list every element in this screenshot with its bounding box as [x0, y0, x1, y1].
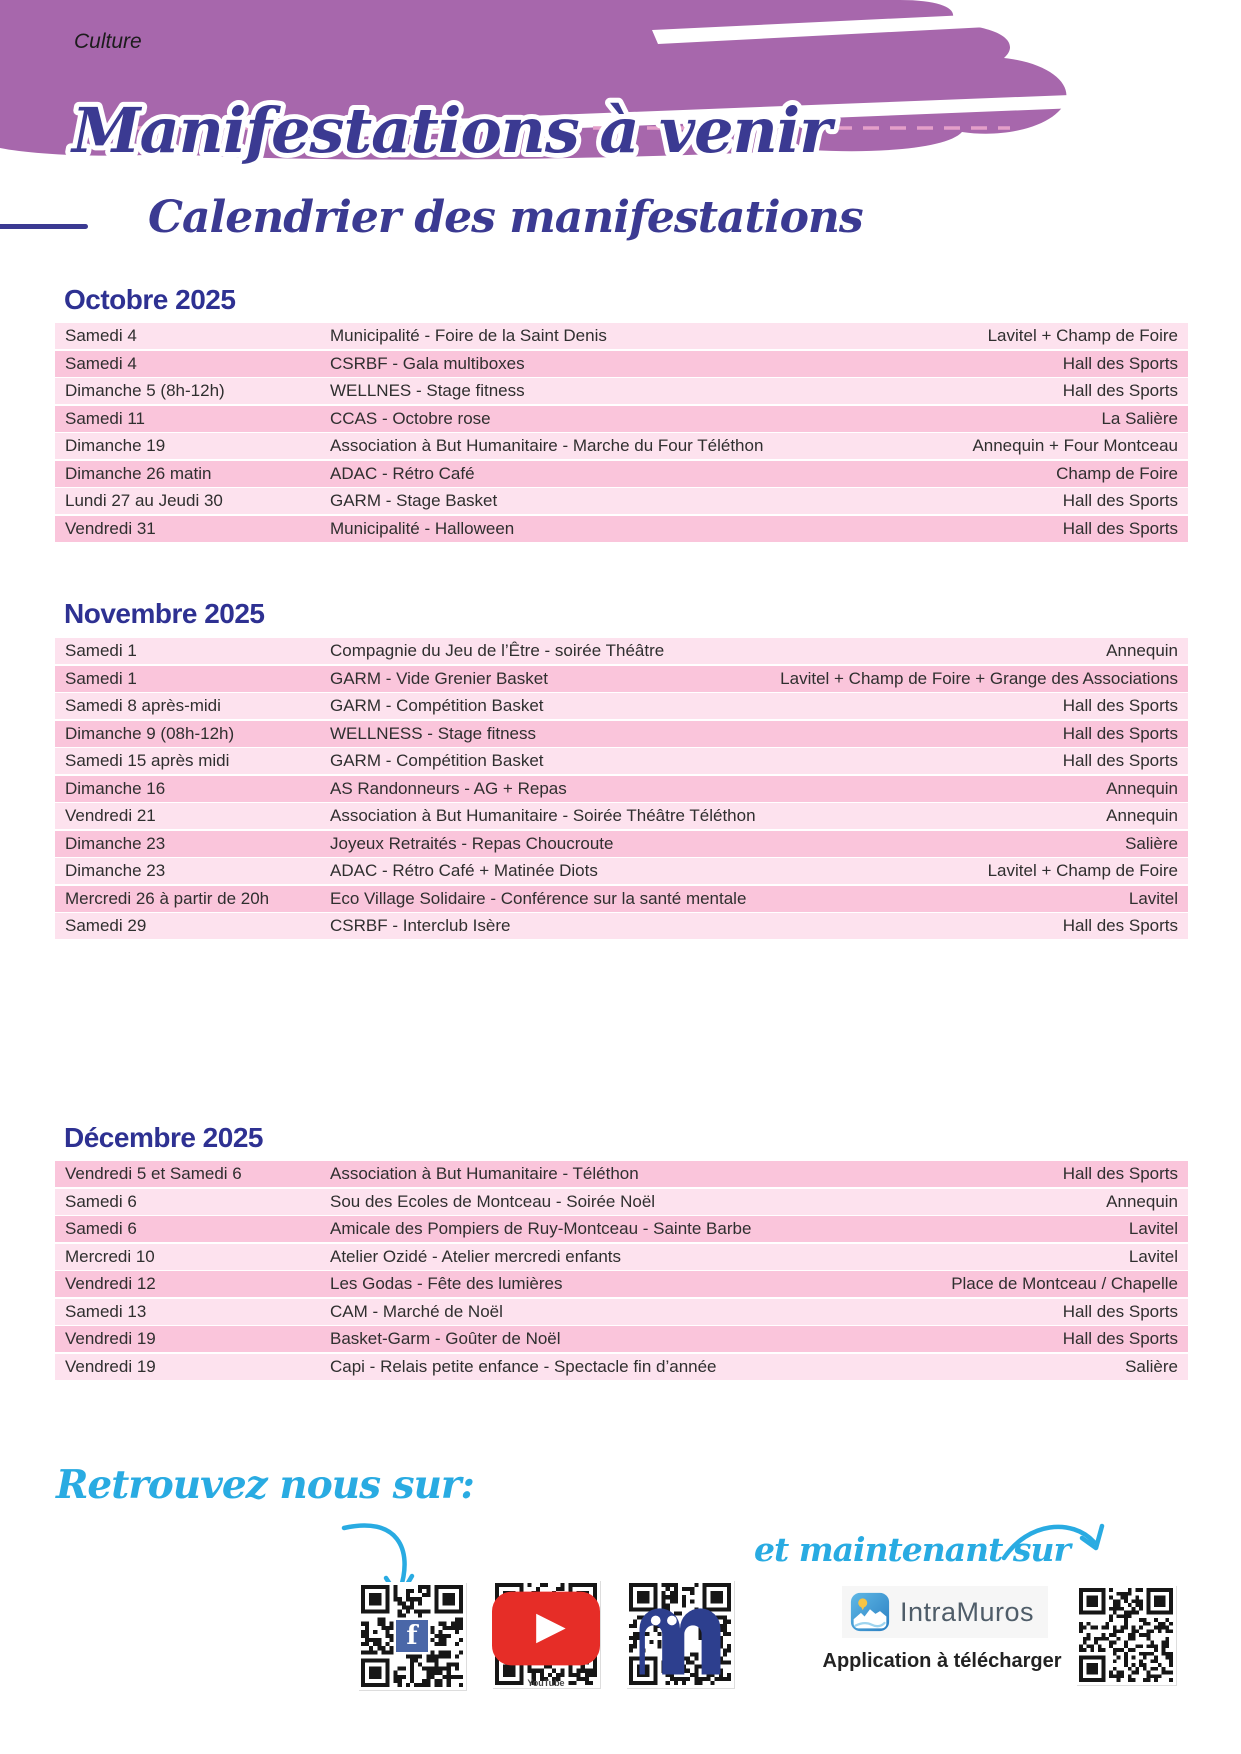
cell-event: Association à But Humanitaire - Marche du Four Téléthon	[330, 436, 764, 455]
cell-location: Lavitel + Champ de Foire + Grange des Associations	[780, 668, 1178, 688]
cell-location: Hall des Sports	[1062, 518, 1178, 538]
cell-date: Samedi 1	[65, 641, 137, 660]
cell-location: Lavitel + Champ de Foire	[987, 861, 1178, 880]
month-heading-october: Octobre 2025	[64, 284, 236, 315]
intramuros-label: IntraMuros	[900, 1596, 1035, 1627]
cell-event: CCAS - Octobre rose	[330, 408, 491, 428]
table-row	[55, 406, 1188, 432]
table-row	[55, 858, 1188, 884]
cell-event: ADAC - Rétro Café	[330, 463, 475, 483]
cell-event: Association à But Humanitaire - Soirée Théâtre Téléthon	[330, 806, 756, 825]
cell-location: Lavitel	[1128, 1246, 1178, 1266]
cell-event: Basket-Garm - Goûter de Noël	[330, 1329, 561, 1348]
cell-location: La Salière	[1101, 408, 1178, 428]
cell-event: GARM - Vide Grenier Basket	[330, 668, 548, 688]
cell-location: Annequin	[1106, 806, 1178, 825]
cell-date: Dimanche 23	[65, 861, 166, 880]
cell-date: Vendredi 21	[65, 806, 156, 825]
table-row	[55, 886, 1188, 912]
cell-date: Mercredi 10	[65, 1246, 155, 1266]
mascot-icon	[626, 1580, 734, 1688]
cell-date: Samedi 13	[65, 1301, 147, 1321]
category-label: Culture	[74, 30, 142, 53]
cell-location: Hall des Sports	[1062, 916, 1178, 935]
table-row	[55, 638, 1188, 664]
app-download-caption: Application à télécharger	[822, 1650, 1062, 1672]
cell-date: Vendredi 19	[65, 1356, 156, 1376]
cell-location: Hall des Sports	[1062, 381, 1178, 400]
events-table-october	[55, 323, 1188, 543]
table-row	[55, 721, 1188, 747]
subtitle-dash-line	[0, 224, 88, 229]
cell-location: Lavitel	[1128, 1219, 1178, 1238]
cell-date: Lundi 27 au Jeudi 30	[65, 491, 223, 510]
cell-location: Lavitel + Champ de Foire	[987, 326, 1178, 345]
find-us-label: Retrouvez nous sur:	[56, 1462, 474, 1508]
cell-date: Vendredi 19	[65, 1329, 156, 1348]
qr-code-intramuros	[1076, 1585, 1176, 1685]
cell-event: ADAC - Rétro Café + Matinée Diots	[330, 861, 598, 880]
cell-event: WELLNESS - Stage fitness	[330, 723, 536, 743]
table-row	[55, 803, 1188, 829]
table-row	[55, 1299, 1188, 1325]
cell-event: Municipalité - Halloween	[330, 518, 515, 538]
and-now-label: et maintenant sur	[754, 1530, 1070, 1569]
curved-arrow-icon	[998, 1512, 1110, 1574]
cell-date: Mercredi 26 à partir de 20h	[65, 888, 270, 908]
table-row	[55, 748, 1188, 774]
table-row	[55, 488, 1188, 514]
cell-event: WELLNES - Stage fitness	[330, 381, 525, 400]
facebook-icon: f	[358, 1582, 466, 1690]
table-row	[55, 433, 1188, 459]
table-row	[55, 776, 1188, 802]
cell-date: Samedi 29	[65, 916, 147, 935]
page-subtitle: Calendrier des manifestations	[148, 192, 863, 243]
cell-date: Samedi 11	[65, 408, 146, 428]
cell-event: CSRBF - Gala multiboxes	[330, 353, 525, 373]
cell-location: Hall des Sports	[1062, 491, 1178, 510]
cell-location: Salière	[1125, 1356, 1178, 1376]
cell-event: GARM - Compétition Basket	[330, 751, 544, 770]
cell-date: Samedi 8 après-midi	[65, 696, 221, 715]
youtube-label: YouTube	[527, 1678, 565, 1688]
table-row	[55, 693, 1188, 719]
cell-date: Dimanche 23	[65, 833, 166, 853]
cell-location: Lavitel	[1128, 888, 1178, 908]
cell-date: Vendredi 12	[65, 1274, 156, 1293]
month-heading-december: Décembre 2025	[64, 1122, 263, 1153]
cell-location: Annequin	[1106, 778, 1178, 798]
page-title: Manifestations à venir	[72, 94, 831, 167]
qr-code-mascot	[626, 1580, 734, 1688]
cell-event: CSRBF - Interclub Isère	[330, 916, 511, 935]
cell-event: AS Randonneurs - AG + Repas	[330, 778, 567, 798]
month-heading-november: Novembre 2025	[64, 598, 265, 629]
cell-location: Hall des Sports	[1062, 696, 1178, 715]
cell-date: Vendredi 31	[65, 518, 156, 538]
cell-event: Amicale des Pompiers de Ruy-Montceau - Sainte Barbe	[330, 1219, 752, 1238]
events-table-december	[55, 1161, 1188, 1381]
cell-location: Annequin + Four Montceau	[972, 436, 1178, 455]
cell-event: Association à But Humanitaire - Téléthon	[330, 1164, 639, 1183]
cell-date: Dimanche 16	[65, 778, 166, 798]
table-row	[55, 323, 1188, 349]
cell-location: Hall des Sports	[1062, 1164, 1178, 1183]
table-row	[55, 666, 1188, 692]
table-row	[55, 378, 1188, 404]
cell-date: Vendredi 5 et Samedi 6	[65, 1164, 242, 1183]
cell-event: GARM - Stage Basket	[330, 491, 498, 510]
cell-location: Annequin	[1106, 1191, 1178, 1211]
cell-location: Hall des Sports	[1062, 353, 1178, 373]
cell-event: GARM - Compétition Basket	[330, 696, 544, 715]
table-row	[55, 461, 1188, 487]
qr-code-youtube	[492, 1580, 600, 1688]
cell-date: Samedi 1	[65, 668, 137, 688]
youtube-icon	[492, 1580, 600, 1688]
intramuros-app-icon	[850, 1592, 890, 1632]
table-row	[55, 1354, 1188, 1380]
cell-date: Dimanche 26 matin	[65, 463, 212, 483]
table-row	[55, 516, 1188, 542]
table-row	[55, 1244, 1188, 1270]
intramuros-badge	[842, 1586, 1048, 1638]
cell-date: Samedi 6	[65, 1191, 137, 1211]
cell-event: Joyeux Retraités - Repas Choucroute	[330, 833, 614, 853]
cell-location: Champ de Foire	[1056, 463, 1178, 483]
table-row	[55, 831, 1188, 857]
cell-location: Hall des Sports	[1062, 723, 1178, 743]
cell-date: Samedi 15 après midi	[65, 751, 230, 770]
cell-event: Les Godas - Fête des lumières	[330, 1274, 563, 1293]
cell-event: Atelier Ozidé - Atelier mercredi enfants	[330, 1246, 622, 1266]
cell-date: Dimanche 9 (08h-12h)	[65, 723, 235, 743]
cell-event: Eco Village Solidaire - Conférence sur la santé mentale	[330, 888, 747, 908]
table-row	[55, 1326, 1188, 1352]
cell-location: Hall des Sports	[1062, 1329, 1178, 1348]
cell-date: Samedi 4	[65, 326, 137, 345]
cell-location: Annequin	[1106, 641, 1178, 660]
events-table-november	[55, 638, 1188, 941]
cell-location: Place de Montceau / Chapelle	[951, 1274, 1178, 1293]
cell-location: Hall des Sports	[1062, 751, 1178, 770]
table-row	[55, 1189, 1188, 1215]
cell-date: Dimanche 19	[65, 436, 166, 455]
cell-location: Hall des Sports	[1062, 1301, 1178, 1321]
cell-event: CAM - Marché de Noël	[330, 1301, 503, 1321]
cell-event: Compagnie du Jeu de l’Être - soirée Théâtre	[330, 641, 665, 660]
cell-date: Dimanche 5 (8h-12h)	[65, 381, 225, 400]
table-row	[55, 351, 1188, 377]
cell-date: Samedi 6	[65, 1219, 137, 1238]
cell-event: Capi - Relais petite enfance - Spectacle fin d’année	[330, 1356, 717, 1376]
table-row	[55, 913, 1188, 939]
qr-code-facebook	[358, 1582, 466, 1690]
table-row	[55, 1271, 1188, 1297]
cell-event: Sou des Ecoles de Montceau - Soirée Noël	[330, 1191, 656, 1211]
table-row	[55, 1216, 1188, 1242]
cell-location: Salière	[1125, 833, 1178, 853]
table-row	[55, 1161, 1188, 1187]
cell-date: Samedi 4	[65, 353, 137, 373]
cell-event: Municipalité - Foire de la Saint Denis	[330, 326, 607, 345]
